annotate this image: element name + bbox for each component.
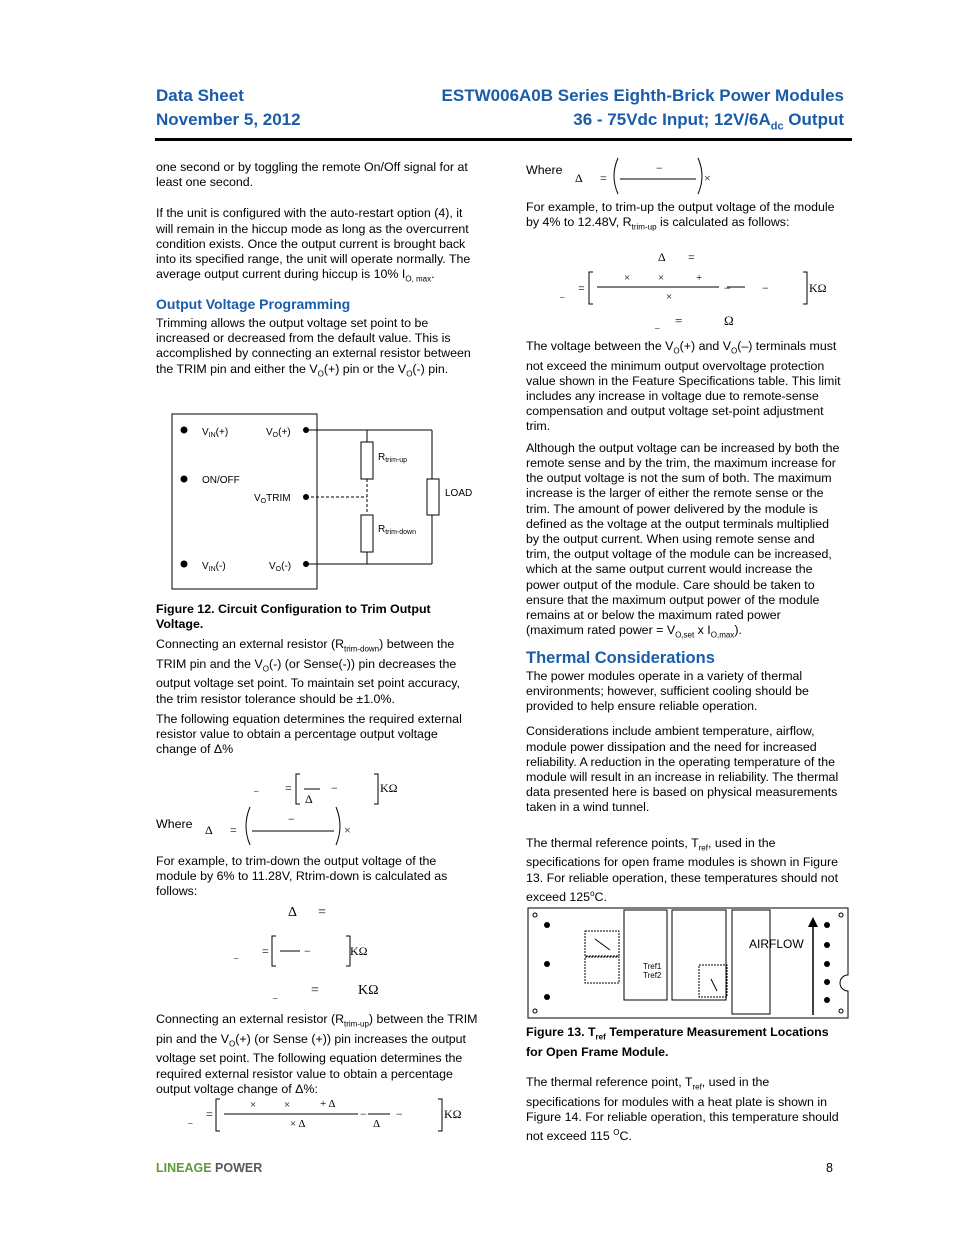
paragraph-trim-down-example: For example, to trim-down the output voltage of the module by 6% to 11.28V, Rtrim-down is calculated as follows: (156, 854, 448, 899)
left-column-middle (156, 637, 478, 757)
paragraph-trim-up-resistor: Connecting an external resistor $(R_{trim-up})$ between the TRIM pin and the $V_O(+)$ (or Sense (+)) pin increases the output voltage set point. The following equation determines the required external resistor value to obtain a percentage output voltage change of Δ%: (156, 1012, 478, 1096)
left-column-top (156, 160, 478, 381)
resistor-trim-down (361, 515, 373, 552)
label-vin-minus: $V_{IN}(-)$ (202, 561, 226, 573)
paragraph-auto-restart: If the unit is configured with the auto-restart option (4), it will remain in the hiccup mode as long as the overcurrent condition exists. Once the output current is brought back into its specified range, the unit will operate normally. The average output current during hiccup is 10% $I_{O, max}$. (156, 206, 471, 284)
label-tref2: Tref2 (643, 971, 662, 980)
label-vo-plus: $V_O(+)$ (266, 427, 291, 439)
resistor-trim-up (361, 442, 373, 479)
label-tref1: Tref1 (643, 962, 662, 971)
label-rtrim-down: $R_{trim-down}$ (378, 524, 416, 536)
trim-circuit-diagram (170, 412, 480, 594)
label-vin-plus: $V_{IN}(+)$ (202, 427, 229, 439)
paragraph-trim-down-resistor: Connecting an external resistor $(R_{trim-down})$ between the TRIM pin and the $V_O(-)$ (or Sense(-)) pin decreases the output voltage set point. To maintain set point accuracy, the trim resistor tolerance should be ±1.0%. (156, 637, 460, 706)
paragraph-ovp-limit: The voltage between the $V_O(+)$ and $V_O(-)$ terminals must not exceed the minimum output overvoltage protection value shown in the Feature Specifications table. This limit includes any increase in voltage due to remote-sense compensation and output voltage set-point adjustment trim. (526, 339, 841, 434)
pin-dot-vin-minus (181, 561, 188, 568)
heading-thermal-considerations: Thermal Considerations (526, 648, 715, 667)
paragraph-thermal-intro: The power modules operate in a variety of thermal environments; however, sufficient cooling should be provided to help ensure reliable operation. (526, 668, 809, 714)
header-product-spec: 36 - 75Vdc Input; $12V/6A_{dc}$ Output (573, 110, 844, 133)
header-doc-type: Data Sheet (156, 86, 244, 105)
open-frame-module-drawing (527, 907, 851, 1021)
label-on-off: ON/OFF (202, 475, 240, 486)
where-label-2: Where (526, 163, 563, 177)
pin-dot-on-off (181, 476, 188, 483)
paragraph-trim-up-example: For example, to trim-up the output voltage of the module by 4% to 12.48V, $R_{trim-up}$ is calculated as follows: (526, 200, 835, 232)
paragraph-trimming: Trimming allows the output voltage set point to be increased or decreased from the default value. This is accomplished by connecting an external resistor between the TRIM pin and either the $V_O(+)$ pin or the $V_O(-)$ pin. (156, 315, 471, 378)
label-airflow: AIRFLOW (749, 937, 804, 951)
paragraph-thermal-considerations: Considerations include ambient temperature, airflow, module power dissipation and the need for increased reliability. A reduction in the operating temperature of the module will result in an increase in reliability. The thermal data presented here is based on physical measurements taken in a wind tunnel. (526, 724, 839, 815)
load-resistor (427, 479, 439, 515)
where-label-1: Where (156, 817, 193, 831)
right-column-text (526, 339, 841, 905)
label-vo-minus: $V_O(-)$ (269, 561, 292, 573)
page-number: 8 (826, 1161, 833, 1175)
paragraph-heat-plate-reference: The thermal reference point, $T_{ref}$, used in the specifications for modules with a heat plate is shown in Figure 14. For reliable operation, this temperature should not exceed 115 $^O$C. (526, 1075, 839, 1144)
heading-output-voltage-programming: Output Voltage Programming (156, 295, 351, 312)
paragraph-thermal-reference: The thermal reference points, $T_{ref}$, used in the specifications for open frame modules is shown in Figure 13. For reliable operation, these temperatures should not exceed 125$^o$C. (526, 835, 839, 904)
header-product-title: ESTW006A0B Series Eighth-Brick Power Modules (441, 86, 844, 105)
label-rtrim-up: $R_{trim-up}$ (378, 452, 408, 464)
label-load: LOAD (445, 488, 473, 499)
footer-brand: LINEAGE POWER (156, 1161, 263, 1175)
paragraph-max-increase: Although the output voltage can be increased by both the remote sense and by the trim, the maximum increase for the output voltage is not the sum of both. The maximum increase is the larger of either the remote sense or the trim. The amount of power delivered by the module is defined as the voltage at the output terminals multiplied by the output current. When using remote sense and trim, the output voltage of the module can be increased, which at the same output current would increase the power output of the module. Care should be taken to ensure that the maximum output power of the module remains at or below the maximum rated power (maximum rated power = $V_{O,set}$ x $I_{O,max}$). (526, 440, 840, 640)
pin-dot-vin-plus (181, 427, 188, 434)
paragraph-restart: one second or by toggling the remote On/Off signal for at least one second. (156, 160, 468, 190)
label-vo-trim: $V_OTRIM$ (254, 493, 291, 505)
figure-12-caption: Figure 12. Circuit Configuration to Trim Output Voltage. (156, 602, 431, 632)
paragraph-equation-intro: The following equation determines the required external resistor value to obtain a percentage output voltage change of Δ% (156, 711, 462, 757)
figure-13-caption: Figure 13. $T_{ref}$ Temperature Measurement Locations for Open Frame Module. (526, 1025, 829, 1059)
header-rule (155, 138, 852, 141)
header-date: November 5, 2012 (156, 110, 301, 129)
